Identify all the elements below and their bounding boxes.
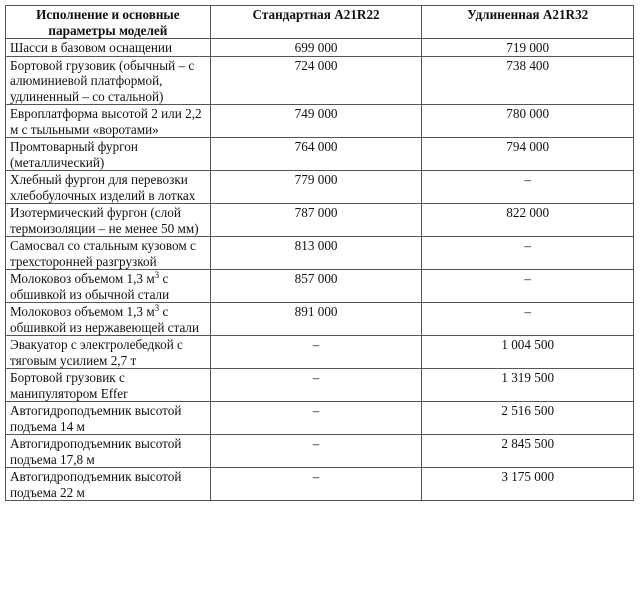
- price-standard: –: [210, 402, 422, 435]
- price-long: 822 000: [422, 204, 634, 237]
- model-name: Автогидроподъемник высотой подъема 17,8 м: [6, 435, 211, 468]
- table-row: [6, 237, 634, 270]
- price-standard: 699 000: [210, 39, 422, 57]
- price-long: –: [422, 171, 634, 204]
- table-row: [6, 369, 634, 402]
- model-name: Автогидроподъемник высотой подъема 22 м: [6, 468, 211, 501]
- price-standard: 857 000: [210, 270, 422, 303]
- cubic-superscript: 3: [154, 303, 160, 313]
- price-long: 2 516 500: [422, 402, 634, 435]
- price-long: 738 400: [422, 56, 634, 105]
- price-long: –: [422, 237, 634, 270]
- price-standard: 749 000: [210, 105, 422, 138]
- table-row: [6, 435, 634, 468]
- model-name-text-rest: с обшивкой из обычной стали: [10, 271, 170, 302]
- price-standard: 787 000: [210, 204, 422, 237]
- model-name-text: Молоковоз объемом 1,3 м: [10, 304, 155, 319]
- model-name: Эвакуатор с электролебедкой с тяговым усилием 2,7 т: [6, 336, 211, 369]
- price-standard: 891 000: [210, 303, 422, 336]
- table-row: [6, 105, 634, 138]
- table-row: [6, 336, 634, 369]
- model-name: Шасси в базовом оснащении: [6, 39, 211, 57]
- model-name: Изотермический фургон (слой термоизоляции – не менее 50 мм): [6, 204, 211, 237]
- model-name: [6, 270, 211, 303]
- cubic-superscript: 3: [154, 270, 160, 280]
- table-row: [6, 39, 634, 57]
- price-long: 794 000: [422, 138, 634, 171]
- table-row: [6, 468, 634, 501]
- table-row: [6, 402, 634, 435]
- model-name: Самосвал со стальным кузовом с трехсторонней разгрузкой: [6, 237, 211, 270]
- table-row: [6, 56, 634, 105]
- table-row: [6, 303, 634, 336]
- header-long: Удлиненная А21R32: [422, 6, 634, 39]
- price-standard: 764 000: [210, 138, 422, 171]
- price-long: 3 175 000: [422, 468, 634, 501]
- model-name-text-rest: с обшивкой из нержавеющей стали: [10, 304, 200, 335]
- model-name: Автогидроподъемник высотой подъема 14 м: [6, 402, 211, 435]
- model-name-text: Молоковоз объемом 1,3 м: [10, 271, 155, 286]
- price-long: 1 004 500: [422, 336, 634, 369]
- table-row: [6, 138, 634, 171]
- header-model: Исполнение и основные параметры моделей: [6, 6, 211, 39]
- table-row: [6, 204, 634, 237]
- price-standard: –: [210, 435, 422, 468]
- price-long: –: [422, 270, 634, 303]
- model-name: Промтоварный фургон (металлический): [6, 138, 211, 171]
- header-row: [6, 6, 634, 39]
- price-standard: –: [210, 336, 422, 369]
- table-row: [6, 171, 634, 204]
- price-long: 780 000: [422, 105, 634, 138]
- price-standard: 779 000: [210, 171, 422, 204]
- model-name: Бортовой грузовик с манипулятором Effer: [6, 369, 211, 402]
- model-name: [6, 303, 211, 336]
- model-name: Хлебный фургон для перевозки хлебобулочных изделий в лотках: [6, 171, 211, 204]
- header-standard: Стандартная А21R22: [210, 6, 422, 39]
- model-name: Бортовой грузовик (обычный – с алюминиевой платформой, удлиненный – со стальной): [6, 56, 211, 105]
- price-standard: –: [210, 468, 422, 501]
- price-long: 2 845 500: [422, 435, 634, 468]
- price-standard: 724 000: [210, 56, 422, 105]
- price-long: 719 000: [422, 39, 634, 57]
- price-standard: –: [210, 369, 422, 402]
- table-row: [6, 270, 634, 303]
- model-name: Европлатформа высотой 2 или 2,2 м с тыльными «воротами»: [6, 105, 211, 138]
- price-table: [5, 5, 634, 501]
- price-long: –: [422, 303, 634, 336]
- price-standard: 813 000: [210, 237, 422, 270]
- price-long: 1 319 500: [422, 369, 634, 402]
